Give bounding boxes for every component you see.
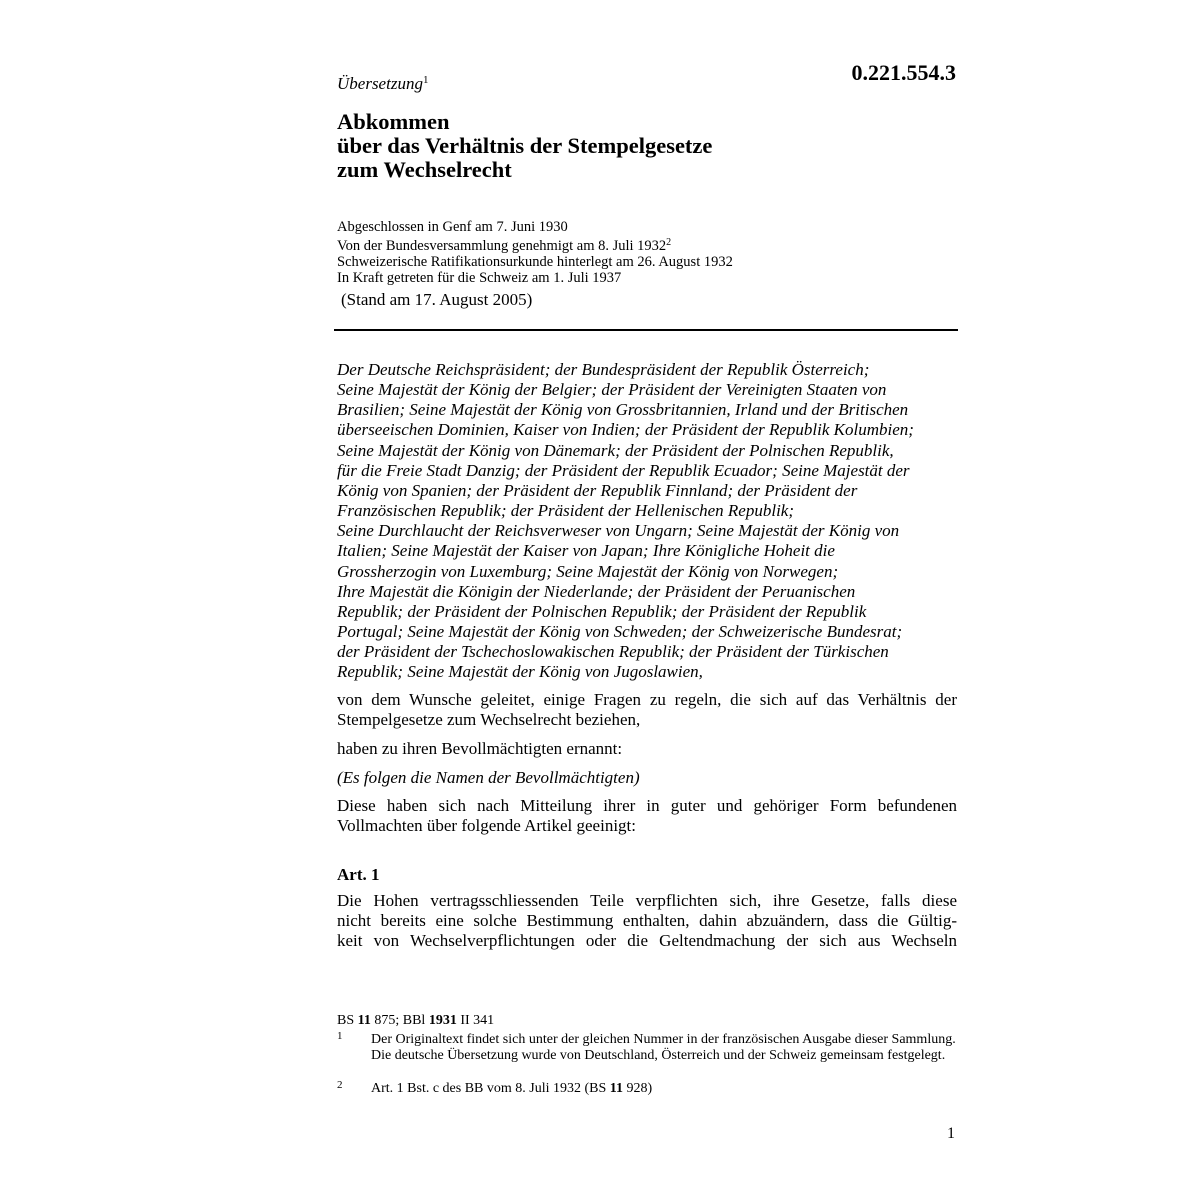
source-bbl-year: 1931 bbox=[428, 1013, 457, 1028]
preamble-line: Italien; Seine Majestät der Kaiser von Japan; Ihre Königliche Hoheit die bbox=[337, 541, 835, 561]
plenipotentiaries-paragraph: haben zu ihren Bevollmächtigten ernannt: bbox=[337, 739, 623, 758]
plenipotentiaries-names-note: (Es folgen die Namen der Bevollmächtigten) bbox=[337, 768, 640, 787]
sr-number: 0.221.554.3 bbox=[851, 60, 956, 85]
footnote-ref-1[interactable]: 1 bbox=[422, 74, 429, 86]
footnote-1-number: 1 bbox=[337, 1030, 343, 1042]
article-1-line-1: Die Hohen vertragsschliessenden Teile verpflichten sich, ihre Gesetze, falls diese bbox=[337, 891, 957, 910]
article-1-heading: Art. 1 bbox=[337, 865, 380, 884]
approved-date-text: Von der Bundesversammlung genehmigt am 8. Juli 1932 bbox=[337, 238, 667, 254]
agreement-line-2: Vollmachten über folgende Artikel geeinigt: bbox=[337, 816, 636, 835]
concluded-date: Abgeschlossen in Genf am 7. Juni 1930 bbox=[337, 219, 568, 235]
approved-date bbox=[337, 235, 957, 254]
preamble-line: Grossherzogin von Luxemburg; Seine Majestät der König von Norwegen; bbox=[337, 561, 839, 581]
intent-line-2: Stempelgesetze zum Wechselrecht beziehen, bbox=[337, 710, 641, 729]
header-divider bbox=[334, 329, 958, 331]
status-date: (Stand am 17. August 2005) bbox=[341, 290, 533, 309]
document-title bbox=[337, 110, 957, 182]
footnote-2-text-b: 928) bbox=[623, 1081, 653, 1096]
source-bbl-rest: II 341 bbox=[456, 1013, 495, 1028]
preamble-line: Portugal; Seine Majestät der König von Schweden; der Schweizerische Bundesrat; bbox=[337, 622, 903, 642]
footnote-2-number: 2 bbox=[337, 1079, 343, 1091]
article-1-text bbox=[337, 891, 957, 951]
preamble-line: Seine Majestät der König von Dänemark; der Präsident der Polnischen Republik, bbox=[337, 440, 894, 460]
source-bs-page: 875; BBl bbox=[370, 1013, 429, 1028]
source-reference bbox=[337, 1013, 494, 1029]
ratification-date: Schweizerische Ratifikationsurkunde hinterlegt am 26. August 1932 bbox=[337, 254, 733, 270]
preamble-line: für die Freie Stadt Danzig; der Präsident der Republik Ecuador; Seine Majestät der bbox=[337, 460, 910, 480]
preamble-line: Republik; Seine Majestät der König von Jugoslawien, bbox=[337, 662, 703, 682]
article-1-line-3: keit von Wechselverpflichtungen oder die Geltendmachung der sich aus Wechseln bbox=[337, 931, 957, 950]
translation-label bbox=[337, 74, 428, 94]
preamble-line: Republik; der Präsident der Polnischen Republik; der Präsident der Republik bbox=[337, 601, 867, 621]
title-line-1: Abkommen bbox=[337, 109, 450, 134]
title-line-2: über das Verhältnis der Stempelgesetze bbox=[337, 133, 713, 158]
footnote-2-text-a: Art. 1 Bst. c des BB vom 8. Juli 1932 (BS bbox=[371, 1081, 610, 1096]
footnote-1-text: Der Originaltext findet sich unter der gleichen Nummer in der französischen Ausgabe dieser Sammlung. Die deutsche Übersetzung wurde von Deutschland, Österreich und der Schweiz gemeinsam festgelegt. bbox=[371, 1032, 956, 1063]
intent-line-1: von dem Wunsche geleitet, einige Fragen zu regeln, die sich auf das Verhältnis der bbox=[337, 690, 957, 709]
preamble-line: Der Deutsche Reichspräsident; der Bundespräsident der Republik Österreich; bbox=[337, 360, 870, 379]
intent-paragraph bbox=[337, 690, 957, 730]
preamble-line: Französischen Republik; der Präsident der Hellenischen Republik; bbox=[337, 501, 794, 521]
source-bs-volume: 11 bbox=[357, 1013, 371, 1028]
agreement-line-1: Diese haben sich nach Mitteilung ihrer in guter und gehöriger Form befundenen bbox=[337, 796, 957, 815]
preamble-line: der Präsident der Tschechoslowakischen Republik; der Präsident der Türkischen bbox=[337, 642, 889, 662]
preamble-line: Seine Durchlaucht der Reichsverweser von Ungarn; Seine Majestät der König von bbox=[337, 521, 900, 541]
preamble-line: Brasilien; Seine Majestät der König von Grossbritannien, Irland und der Britischen bbox=[337, 400, 909, 420]
metadata-block bbox=[337, 219, 957, 286]
title-line-3: zum Wechselrecht bbox=[337, 157, 512, 182]
preamble-line: Seine Majestät der König der Belgier; der Präsident der Vereinigten Staaten von bbox=[337, 380, 887, 400]
footnote-ref-2[interactable]: 2 bbox=[666, 237, 672, 248]
footnote-2-text bbox=[371, 1081, 957, 1097]
agreement-paragraph bbox=[337, 796, 957, 836]
preamble-line: überseeischen Dominien, Kaiser von Indien; der Präsident der Republik Kolumbien; bbox=[337, 420, 914, 440]
article-1-line-2: nicht bereits eine solche Bestimmung enthalten, dahin abzuändern, dass die Gültig- bbox=[337, 911, 957, 930]
page-number: 1 bbox=[947, 1125, 955, 1142]
preamble bbox=[337, 360, 957, 683]
source-bs-label: BS bbox=[337, 1013, 358, 1028]
preamble-line: Ihre Majestät die Königin der Niederlande; der Präsident der Peruanischen bbox=[337, 581, 856, 601]
preamble-line: König von Spanien; der Präsident der Republik Finnland; der Präsident der bbox=[337, 480, 858, 500]
in-force-date: In Kraft getreten für die Schweiz am 1. Juli 1937 bbox=[337, 270, 622, 286]
footnote-2-volume: 11 bbox=[609, 1081, 624, 1096]
translation-label-text: Übersetzung bbox=[337, 74, 423, 93]
